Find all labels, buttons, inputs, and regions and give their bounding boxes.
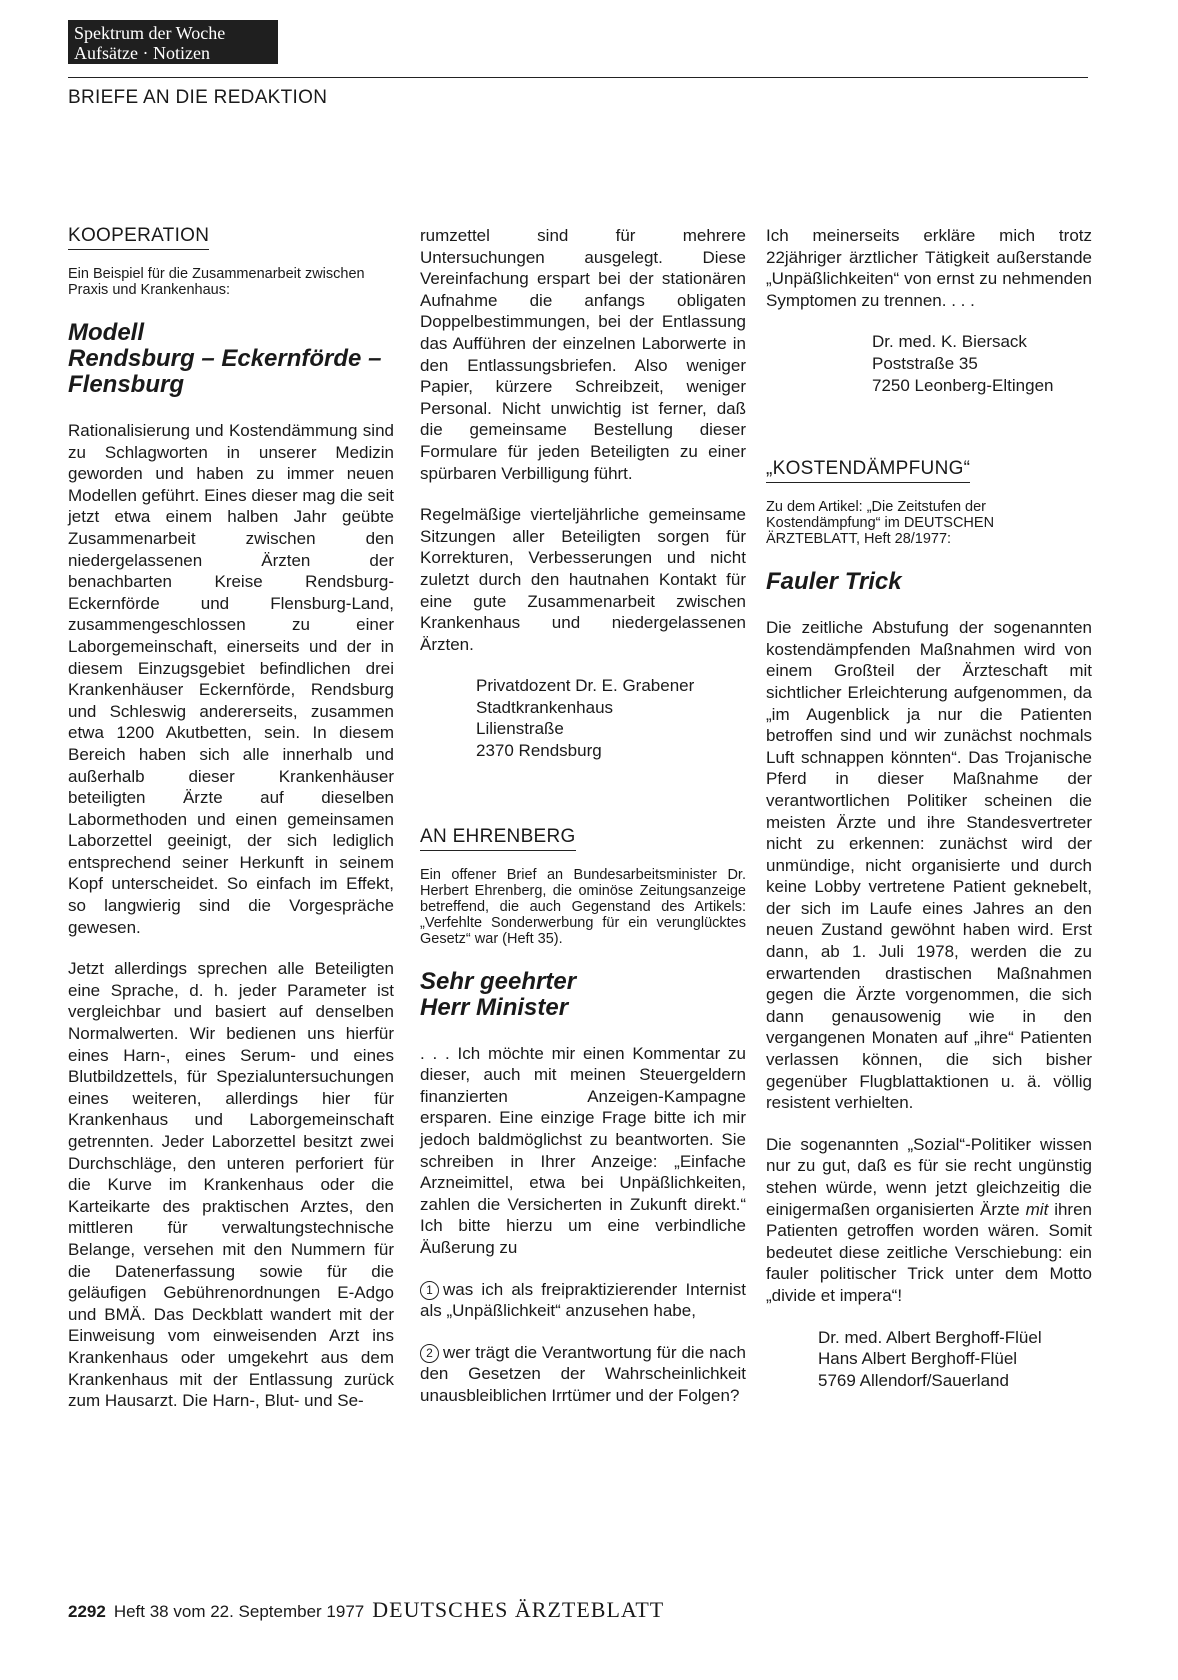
signature-line: 5769 Allendorf/Sauerland: [818, 1370, 1009, 1390]
letter2-paragraph-1: . . . Ich möchte mir einen Kommentar zu dieser, auch mit meinen Steuergeldern finanzierten Anzeigen-Kampagne ersparen. Eine einzige Frage bitte ich mir jedoch baldmöglichst zu beantworten. Sie schreiben in Ihrer Anzeige: „Einfache Arzneimittel, etwa bei Unpäßlichkeiten, zahlen die Versicherten in Zukunft direkt.“ Ich bitte hierzu um eine verbindliche Äußerung zu: [420, 1043, 746, 1257]
letter3-intro: Zu dem Artikel: „Die Zeitstufen der Kostendämpfung“ im DEUTSCHEN ÄRZTEBLATT, Heft 28/1977:: [766, 499, 995, 548]
masthead-line-2: Aufsätze · Notizen: [74, 43, 210, 63]
letter3-headline: Fauler Trick: [766, 568, 902, 596]
letter2-kicker: AN EHRENBERG: [420, 826, 576, 851]
letter1-paragraph-3: rumzettel sind für mehrere Untersuchungen ausgelegt. Diese Vereinfachung erspart bei der stationären Aufnahme die anfangs obligaten Doppelbestimmungen, bei der Entlassung das Aufführen der einzelnen Laborwerte in den Entlassungsbriefen. Also weniger Papier, kürzere Schreibzeit, weniger Personal. Nicht unwichtig ist ferner, daß die gemeinsame Bestellung dieser Formulare für jeden Beteiligten zu einer spürbaren Verbilligung führt.: [420, 226, 746, 483]
question-1-text: was ich als freipraktizierender Internist als „Unpäßlichkeit“ anzusehen habe,: [420, 1279, 746, 1321]
section-title: BRIEFE AN DIE REDAKTION: [68, 87, 328, 108]
signature-line: 2370 Rendsburg: [476, 741, 602, 761]
paragraph-text: ihren Patienten getroffen worden wären. Somit bedeutet diese zeitliche Verschiebung: ein fauler politischer Trick unter dem Motto „divide et impera“!: [766, 1199, 1093, 1305]
letter1-paragraph-1: Rationalisierung und Kostendämmung sind zu Schlagworten in unserer Medizin geworden und haben zu immer neuen Modellen geführt. Eines dieser mag die seit jetzt etwa einem halben Jahr geübte Zusammenarbeit zwischen den niedergelassenen Ärzten der benachbarten Kreise Rendsburg-Eckernförde und Flensburg-Land, zusammengeschlossen zu einer Laborgemeinschaft, einerseits und der in diesem Einzugsgebiet befindlichen drei Krankenhäuser Eckernförde, Rendsburg und Schleswig andererseits, zusammen etwa 1200 Akutbetten, sein. In diesem Bereich haben sich alle innerhalb und außerhalb dieser Krankenhäuser beteiligten Ärzte auf dieselben Labormethoden und einen gemeinsamen Laborzettel geeinigt, der sich lediglich entsprechend seiner Herkunft in seinem Kopf unterscheidet. So einfach im Effekt, so langwierig sind die Vorgespräche gewesen.: [68, 421, 395, 937]
letter2-headline-line: Herr Minister: [420, 993, 569, 1021]
signature-line: 7250 Leonberg-Eltingen: [872, 375, 1054, 395]
letter2-headline-line: Sehr geehrter: [420, 967, 577, 995]
question-2-text: wer trägt die Verantwortung für die nach den Gesetzen der Wahrscheinlichkeit unausbleiblichen Irrtümer und der Folgen?: [420, 1342, 746, 1405]
page-number: 2292: [68, 1602, 106, 1621]
column-2: [420, 225, 746, 1427]
letter1-intro: Ein Beispiel für die Zusammenarbeit zwischen Praxis und Krankenhaus:: [68, 266, 365, 298]
emphasis-text: mit: [1025, 1199, 1049, 1219]
letter1-headline: [68, 320, 394, 398]
number-1-icon: 1: [420, 1281, 439, 1300]
column-3: [766, 225, 1092, 1411]
signature-line: Lilienstraße: [476, 719, 564, 739]
letter1-kicker: KOOPERATION: [68, 225, 209, 250]
issue-info: Heft 38 vom 22. September 1977: [113, 1602, 365, 1621]
letter2-headline: [420, 969, 746, 1021]
letter2-signature: [766, 331, 1092, 396]
letter1-paragraph-4: Regelmäßige vierteljährliche gemeinsame Sitzungen aller Beteiligten sorgen für Korrekturen, Verbesserungen und nicht zuletzt durch den hautnahen Kontakt für eine gute Zusammenarbeit zwischen Krankenhaus und niedergelassenen Ärzten.: [420, 505, 746, 654]
letter1-headline-line: Flensburg: [68, 371, 185, 398]
masthead: [68, 20, 278, 64]
letter3-signature: [766, 1327, 1092, 1392]
signature-line: Poststraße 35: [872, 353, 978, 373]
letter3-paragraph-2: [766, 1134, 1092, 1307]
masthead-line-1: Spektrum der Woche: [74, 23, 226, 43]
paragraph-text: Die sogenannten „Sozial“-Politiker wissen nur zu gut, daß es für sie recht ungünstig stehen würde, wenn jetzt gleichzeitig die einigermaßen organisierten Ärzte: [766, 1134, 1092, 1219]
column-1: [68, 225, 394, 1432]
letter3-paragraph-1: Die zeitliche Abstufung der sogenannten kostendämpfenden Maßnahmen wird von einem Großteil der Ärzteschaft mit sichtlicher Erleichterung aufgenommen, da „im Augenblick ja nur die Patienten betroffen sind und wir zunächst nochmals Luft schnappen könnten“. Das Trojanische Pferd in dieser Maßnahme der verantwortlichen Politiker scheinen die meisten Ärzte und ihre Standesvertreter nicht zu erkennen: zunächst wird der unmündige, nicht organisierte und durch keine Lobby vertretene Patient geknebelt, der sich im Laufe eines Jahres an den neuen Zustand gewöhnt haben wird. Erst dann, ab 1. Juli 1978, werden die zu erwartenden drastischen Maßnahmen gegen die Ärzte vorgenommen, die sich dann genausowenig wie in den vergangenen Monaten auf „ihre“ Patienten verlassen können, die sich bisher gegenüber Flugblattaktionen u. ä. völlig resistent verhielten.: [766, 618, 1092, 1113]
letter2-intro: Ein offener Brief an Bundesarbeitsminister Dr. Herbert Ehrenberg, die ominöse Zeitungsanzeige betreffend, die auch Gegenstand des Artikels: „Verfehlte Sonderwerbung für ein verunglücktes Gesetz“ war (Heft 35).: [420, 866, 746, 947]
signature-line: Dr. med. Albert Berghoff-Flüel: [818, 1327, 1042, 1347]
letter2-question-2: [420, 1342, 746, 1407]
letter1-headline-line: Modell: [68, 319, 144, 346]
signature-line: Stadtkrankenhaus: [476, 697, 614, 717]
letter3-kicker: „KOSTENDÄMPFUNG“: [766, 458, 970, 483]
journal-name: DEUTSCHES ÄRZTEBLATT: [372, 1597, 665, 1622]
signature-line: Dr. med. K. Biersack: [872, 332, 1027, 352]
letter1-headline-line: Rendsburg – Eckernförde –: [68, 345, 382, 372]
letter1-signature: [420, 675, 746, 761]
letter1-paragraph-2: Jetzt allerdings sprechen alle Beteiligten eine Sprache, d. h. jeder Parameter ist vergleichbar und basiert auf denselben Normalwerten. Wir bedienen uns hierfür eines Harn-, eines Serum- und eines Blutbildzettels, für Spezialuntersuchungen eines weiteren, allerdings hier für Krankenhaus und Laborgemeinschaft getrennten. Jeder Laborzettel besitzt zwei Durchschläge, den unteren perforiert für die Kurve im Krankenhaus oder die Karteikarte des praktischen Arztes, den mittleren für verwaltungstechnische Belange, versehen mit den Nummern für die Datenerfassung sowie für die geläufigen Gebührenordnungen E-Adgo und BMÄ. Das Deckblatt wandert mit der Einweisung vom einweisenden Arzt ins Krankenhaus oder umgekehrt aus dem Krankenhaus mit der Entlassung zurück zum Hausarzt. Die Harn-, Blut- und Se-: [68, 959, 394, 1411]
header-rule: [68, 77, 1088, 78]
letter2-paragraph-2: Ich meinerseits erkläre mich trotz 22jähriger ärztlicher Tätigkeit außerstande „Unpäßlichkeiten“ von ernst zu nehmenden Symptomen zu trennen. . . .: [766, 226, 1092, 310]
number-2-icon: 2: [420, 1344, 439, 1363]
signature-line: Privatdozent Dr. E. Grabener: [476, 676, 695, 696]
signature-line: Hans Albert Berghoff-Flüel: [818, 1349, 1018, 1369]
page-footer: [68, 1597, 664, 1623]
letter2-question-1: [420, 1279, 746, 1322]
